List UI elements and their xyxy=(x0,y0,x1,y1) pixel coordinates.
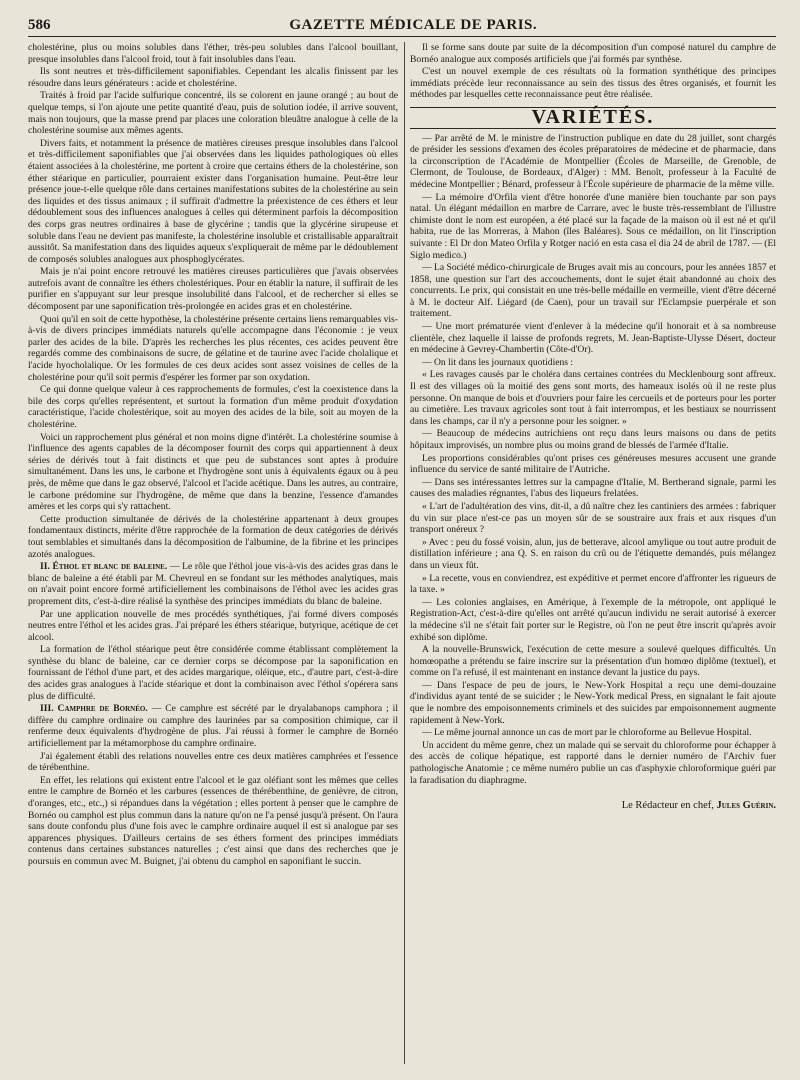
section-ethol xyxy=(28,561,398,607)
news-item: — Par arrêté de M. le ministre de l'instruction publique en date du 28 juillet, sont chargés de présider les sessions d'examen des écoles préparatoires de médecine et de pharmacie, dans la circonscription de l'Académie de Montpellier (Écoles de Marseille, de Grenoble, de Clermont, de Toulouse, de Bordeaux, d'Alger) : MM. Benoît, professeur à la Faculté de médecine Montpellier ; Bénard, professeur à l'École supérieure de pharmacie de la même ville. xyxy=(410,132,776,190)
column-divider xyxy=(404,42,405,1064)
paragraph: J'ai également établi des relations nouvelles entre ces deux matières camphrées et l'essence de térébenthine. xyxy=(28,750,398,774)
news-item: A la nouvelle-Brunswick, l'exécution de cette mesure a soulevé quelques difficultés. Un homœopathe a prétendu se faire inscrire sur la présentation d'un homœo diplôme (textuel), et comme on l'a refusé, il est maintenant en instance devant la justice du pays. xyxy=(410,644,776,679)
signature-name: Jules Guérin. xyxy=(716,800,776,812)
paragraph: C'est un nouvel exemple de ces résultats où la formation synthétique des principes immédiats précède leur reconnaissance au sein des tissus des êtres organisés, et fournit les méthodes par lesquelles cette reconnaissance peut être réalisée. xyxy=(410,66,776,101)
news-item: — Une mort prématurée vient d'enlever à la médecine qu'il honorait et à sa nombreuse clientèle, chez laquelle il laisse de profonds regrets, M. Jean-Baptiste-Ulysse Désert, docteur en médecine à Gevrey-Chambertin (Côte-d'Or). xyxy=(410,321,776,356)
paragraph: Traités à froid par l'acide sulfurique concentré, ils se colorent en jaune orangé ; au bout de quelque temps, si l'on ajoute une petite quantité d'eau, puis de solution iodée, il arrive souvent, mais non toujours, que la masse prend par places une coloration bleuâtre analogue à celle de la cholestérine soumise aux mêmes agents. xyxy=(28,90,398,137)
signature-prefix: Le Rédacteur en chef, xyxy=(621,800,714,812)
paragraph: cholestérine, plus ou moins solubles dans l'éther, très-peu solubles dans l'alcool bouillant, presque insolubles dans l'alcool froid, tout à fait insolubles dans l'eau. xyxy=(28,42,398,65)
right-column xyxy=(410,42,776,1072)
section-heading: II. Éthol et blanc de baleine. xyxy=(40,561,168,573)
paragraph: Ce qui donne quelque valeur à ces rapprochements de formules, c'est la coexistence dans la bile des corps qu'elles représentent, et surtout la formation d'un même produit d'oxydation caractéristique, l'acide cholestérique, soit au moyen des acides de la bile, soit au moyen de la cholestérine. xyxy=(28,384,398,430)
news-item: Un accident du même genre, chez un malade qui se servait du chloroforme pour échapper à des accès de colique hépatique, est rapporté dans le dernier numéro de l'Archiv fuer pathologische Anatomie ; ce même numéro publie un cas d'asphyxie chloroformique guéri par la faradisation du diaphragme. xyxy=(410,739,776,786)
page-number: 586 xyxy=(28,17,51,33)
news-item: — Dans ses intéressantes lettres sur la campagne d'Italie, M. Bertherand signale, parmi les causes des maladies régnantes, l'abus des liqueurs frelatées. xyxy=(410,476,776,500)
section-camphre xyxy=(28,703,398,749)
news-item: — La Société médico-chirurgicale de Bruges avait mis au concours, pour les années 1857 et 1858, une question sur l'art des accouchements, dont le sujet était abandonné au choix des concurrents. Le prix, qui consistait en une très-belle médaille en vermeille, vient d'être décerné à M. le docteur Alf. Liégard (de Caen), pour un travail sur l'Eclampsie puerpérale et son traitement. xyxy=(410,262,776,320)
paragraph: En effet, les relations qui existent entre l'alcool et le gaz oléfiant sont les mêmes que celles entre le camphre de Bornéo et les carbures (essences de thérébenthine, de genièvre, de citron, d'oranges, etc., etc.,) si répandues dans la végétation ; elles portent à penser que le camphre de Bornéo ou camphol est plus commun dans la nature qu'on ne l'a pensé jusqu'à présent. On l'aura sans doute confondu plus d'une fois avec le camphre ordinaire auquel il est si analogue par ses apparences physiques. D'ailleurs certains de ses éthers forment des principes immédiats contenus dans certaines substances naturelles ; c'est ainsi que dans des recherches que je poursuis en commun avec M. Buignet, j'ai obtenu du camphol en saponifiant le succin. xyxy=(28,774,398,867)
paragraph: Par une application nouvelle de mes procédés synthétiques, j'ai formé divers composés neutres entre l'éthol et les acides gras. J'ai préparé les éthers stéarique, butyrique, acétique de cet alcool. xyxy=(28,608,398,643)
section-title-varietes: VARIÉTÉS. xyxy=(410,107,776,129)
paragraph: Ils sont neutres et très-difficilement saponifiables. Cependant les alcalis finissent par les résoudre dans leurs générateurs : acide et cholestérine. xyxy=(28,66,398,89)
news-item: — Les colonies anglaises, en Amérique, à l'exemple de la métropole, ont appliqué le Registration-Act, c'est-à-dire qu'elles ont arrêté qu'aucun individu ne serait autorisé à exercer la médecine s'il ne s'était fait porter sur le Registre, où l'on ne peut être inscrit qu'après avoir exhibé son diplôme. xyxy=(410,596,776,643)
editor-signature xyxy=(410,800,776,812)
paragraph: Divers faits, et notamment la présence de matières cireuses presque insolubles dans l'alcool et très-difficilement saponifiables que j'ai observées dans les liquides pathologiques où elles étaient associées à la cholestérine, me portent à croire que certains éthers de la cholestérine, son éther stéarique en particulier, pourraient exister dans l'organisation humaine. Peut-être leur présence joue-t-elle quelque rôle dans certaines manifestations subites de la cholestérine au sein des liquides et des tissus animaux ; il suffirait d'admettre la préexistence de ces éthers et leur dédoublement sous des influences analogues à celles qui déterminent parfois la décomposition des corps gras neutres ordinaires à base de glycérine ; tandis que la glycérine sirupeuse et soluble dans l'eau ne devient pas manifeste, la cholestérine insoluble et cristallisable apparaîtrait aussitôt. Sa manifestation dans des liquides aqueux s'expliquerait de même par le dédoublement de composés solubles analogues aux phosphoglycérates. xyxy=(28,137,398,265)
page-header xyxy=(28,12,776,37)
news-item: — On lit dans les journaux quotidiens : xyxy=(422,356,574,368)
news-item: » La recette, vous en conviendrez, est expéditive et permet encore d'affronter les rigueurs de la taxe. » xyxy=(410,572,776,596)
paragraph: Mais je n'ai point encore retrouvé les matières cireuses particulières que j'avais observées autrefois avant de connaître les éthers cholestériques. Pour en établir la nature, il suffirait de les purifier en s'appuyant sur leur presque insolubilité dans l'alcool, et de rechercher si elles se décomposent par une saponification très-prolongée en acides gras et en cholestérine. xyxy=(28,266,398,313)
paragraph: Quoi qu'il en soit de cette hypothèse, la cholestérine présente certains liens remarquables vis-à-vis de divers principes immédiats naturels qu'elle accompagne dans l'économie : je veux parler des acides de la bile. D'après les recherches les plus récentes, ces acides peuvent être regardés comme des combinaisons de sucre, de gélatine et de taurine avec l'acide cholalique et l'acide hyocholalique. Or les formules de ces deux acides sont assez voisines de celles de la cholestérine pour qu'il soit permis d'espérer les former par son oxydation. xyxy=(28,313,398,383)
paragraph: La formation de l'éthol stéarique peut être considérée comme établissant complètement la synthèse du blanc de baleine, car ce dernier corps se décompose par la saponification en fournissant de l'éthol d'une part, et des acides margarique, oléique, etc., d'autre part, c'est-à-dire des acides gras analogues à l'acide stéarique et dont la combinaison avec l'éthol s'opérera sans plus de difficulté. xyxy=(28,644,398,702)
news-item: » Avec : peu du fossé voisin, alun, jus de betterave, alcool amylique ou tout autre produit de distillation inférieure ; ana Q. S. en raison du crû ou de l'étiquette demandés, puis mélangez dans un vieux fût. xyxy=(410,536,776,571)
news-item: — La mémoire d'Orfila vient d'être honorée d'une manière bien touchante par son pays natal. Un élégant médaillon en marbre de Carrare, avec le buste très-ressemblant de l'illustre chimiste dont le nom est européen, a été placé sur la façade de la maison où il est né et qu'il habita, rue de las Morreras, à Mahon (îles Baléares). Sous ce médaillon, on lit l'inscription suivante : El Dr don Mateo Orfila y Rotger nació en esta casa el dia 24 de abril de 1787. — (El Siglo medico.) xyxy=(410,191,776,261)
paragraph: Il se forme sans doute par suite de la décomposition d'un composé naturel du camphre de Bornéo analogue aux composés artificiels que j'ai formés par synthèse. xyxy=(410,42,776,65)
journal-title: GAZETTE MÉDICALE DE PARIS. xyxy=(289,17,538,33)
section-body: — Ce camphre est sécrété par le dryalabanops camphora ; il diffère du camphre ordinaire ou camphre des laurinées par sa composition chimique, car il renferme deux équivalents d'hydrogène de plus. J'ai réussi à former le camphre de Bornéo artificiellement par la métamorphose du camphre ordinaire. xyxy=(28,703,398,750)
paragraph: Cette production simultanée de dérivés de la cholestérine appartenant à deux groupes fondamentaux distincts, mérite d'être rapprochée de la formation de deux catégories de dérivés tout semblables et simultanés dans la décomposition de l'albumine, de la fibrine et les principes azotés analogues. xyxy=(28,513,398,560)
left-column xyxy=(28,42,398,1072)
section-heading: III. Camphre de Bornéo. xyxy=(40,703,148,715)
news-item: Les proportions considérables qu'ont prises ces généreuses mesures accusent une grande influence du service de santé militaire de l'Autriche. xyxy=(410,452,776,476)
news-item: « L'art de l'adultération des vins, dit-il, a dû naître chez les cantiniers des armées : fabriquer du vin sur place n'est-ce pas un moyen sûr de se soustraire aux frais et aux risques d'un transport onéreux ? xyxy=(410,500,776,536)
news-item: — Dans l'espace de peu de jours, le New-York Hospital a reçu une demi-douzaine d'individus ayant tenté de se suicider ; le New-York medical Press, en signalant le fait ajoute que le nombre des empoisonnements criminels et des suicides par empoisonnement augmente rapidement à New-York. xyxy=(410,679,776,726)
paragraph: Voici un rapprochement plus général et non moins digne d'intérêt. La cholestérine soumise à l'influence des agents capables de la décomposer fournit des corps qui appartiennent à deux séries de dérivés tout à fait distincts et que peu de substances sont aptes à produire simultanément. Dans les uns, le carbone et l'hydrogène sont unis à équivalents égaux ou à peu près, de même que dans le gaz observé, l'alcool et l'acide acétique. Dans les autres, au contraire, le carbone prédomine sur l'hydrogène, de même que dans la benzine, l'essence d'amandes amères et les corps qui s'y rattachent. xyxy=(28,431,398,513)
news-item: — Beaucoup de médecins autrichiens ont reçu dans leurs maisons ou dans de petits hôpitaux improvisés, un nombre plus ou moins grand de blessés de l'armée d'Italie. xyxy=(410,428,776,451)
news-item: — Le même journal annonce un cas de mort par le chloroforme au Bellevue Hospital. xyxy=(422,727,752,739)
news-item: « Les ravages causés par le choléra dans certaines contrées du Mecklenbourg sont affreux. Il est des villages où la moitié des gens sont morts, des hameaux isolés où il ne reste plus personne. On manque de bois et d'ouvriers pour faire les cercueils et de porteurs pour les porter au cimetière. Les travaux agricoles sont tout à fait interrompus, et les bestiaux se nourrissent dans les champs, car il n'y a personne pour les soigner. » xyxy=(410,369,776,427)
section-body: — Le rôle que l'éthol joue vis-à-vis des acides gras dans le blanc de baleine a été établi par M. Chevreul en se fondant sur les méthodes analytiques, mais on n'avait point encore formé artificiellement les combinaisons de l'éthol avec les acides gras proprement dits, c'est-à-dire réalisé la synthèse des principes immédiats du blanc de baleine. xyxy=(28,561,398,607)
